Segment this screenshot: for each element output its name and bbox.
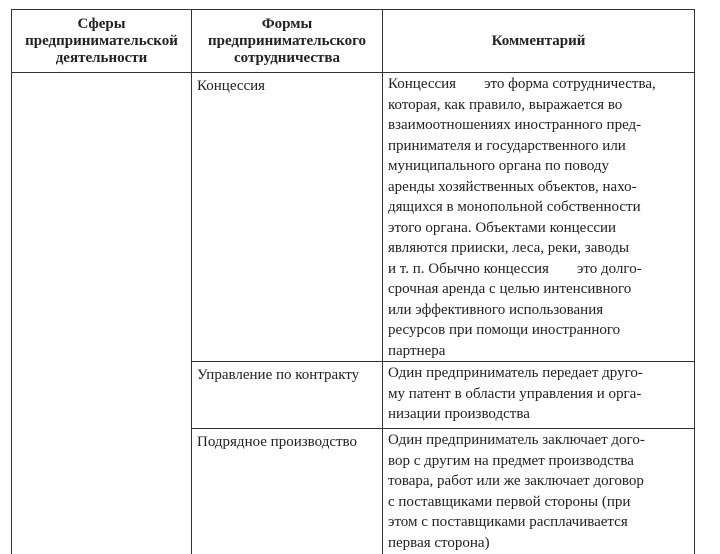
comment-cell [383, 362, 695, 429]
comment-cell [383, 73, 695, 362]
comment-line: Один предприниматель заключает дого- [388, 430, 690, 451]
form-cell: Подрядное производство [192, 429, 383, 554]
comment-line: принимателя и государственного или [388, 136, 690, 157]
header-line: Сферы [14, 16, 189, 33]
comment-line: ресурсов при помощи иностранного [388, 320, 690, 341]
form-cell: Концессия [192, 73, 383, 362]
comment-line: товара, работ или же заключает договор [388, 471, 690, 492]
comment-line: и т. п. Обычно концессия это долго- [388, 259, 690, 280]
cooperation-forms-table [11, 9, 695, 554]
header-spheres [12, 10, 192, 73]
comment-line: или эффективного использования [388, 300, 690, 321]
header-line: Формы [194, 16, 380, 33]
header-line: предпринимательского [194, 33, 380, 50]
comment-line: вор с другим на предмет производства [388, 451, 690, 472]
header-comment [383, 10, 695, 73]
header-line: сотрудничества [194, 50, 380, 67]
table-header-row [12, 10, 695, 73]
comment-line: дящихся в монопольной собственности [388, 197, 690, 218]
comment-line: муниципального органа по поводу [388, 156, 690, 177]
comment-line: му патент в области управления и орга- [388, 384, 690, 405]
comment-line: которая, как правило, выражается во [388, 95, 690, 116]
form-cell: Управление по контракту [192, 362, 383, 429]
header-line: Комментарий [385, 33, 692, 50]
comment-line: первая сторона) [388, 533, 690, 554]
comment-line: взаимоотношениях иностранного пред- [388, 115, 690, 136]
comment-line: являются прииски, леса, реки, заводы [388, 238, 690, 259]
header-line: предпринимательской [14, 33, 189, 50]
header-forms [192, 10, 383, 73]
comment-line: с поставщиками первой стороны (при [388, 492, 690, 513]
comment-line: партнера [388, 341, 690, 362]
comment-line: Один предприниматель передает друго- [388, 363, 690, 384]
comment-line: этого органа. Объектами концессии [388, 218, 690, 239]
table-row [12, 73, 695, 362]
comment-cell [383, 429, 695, 554]
comment-line: этом с поставщиками расплачивается [388, 512, 690, 533]
comment-line: Концессия это форма сотрудничества, [388, 74, 690, 95]
comment-line: низации производства [388, 404, 690, 425]
spheres-cell [12, 73, 192, 554]
comment-line: срочная аренда с целью интенсивного [388, 279, 690, 300]
header-line: деятельности [14, 50, 189, 67]
comment-line: аренды хозяйственных объектов, нахо- [388, 177, 690, 198]
